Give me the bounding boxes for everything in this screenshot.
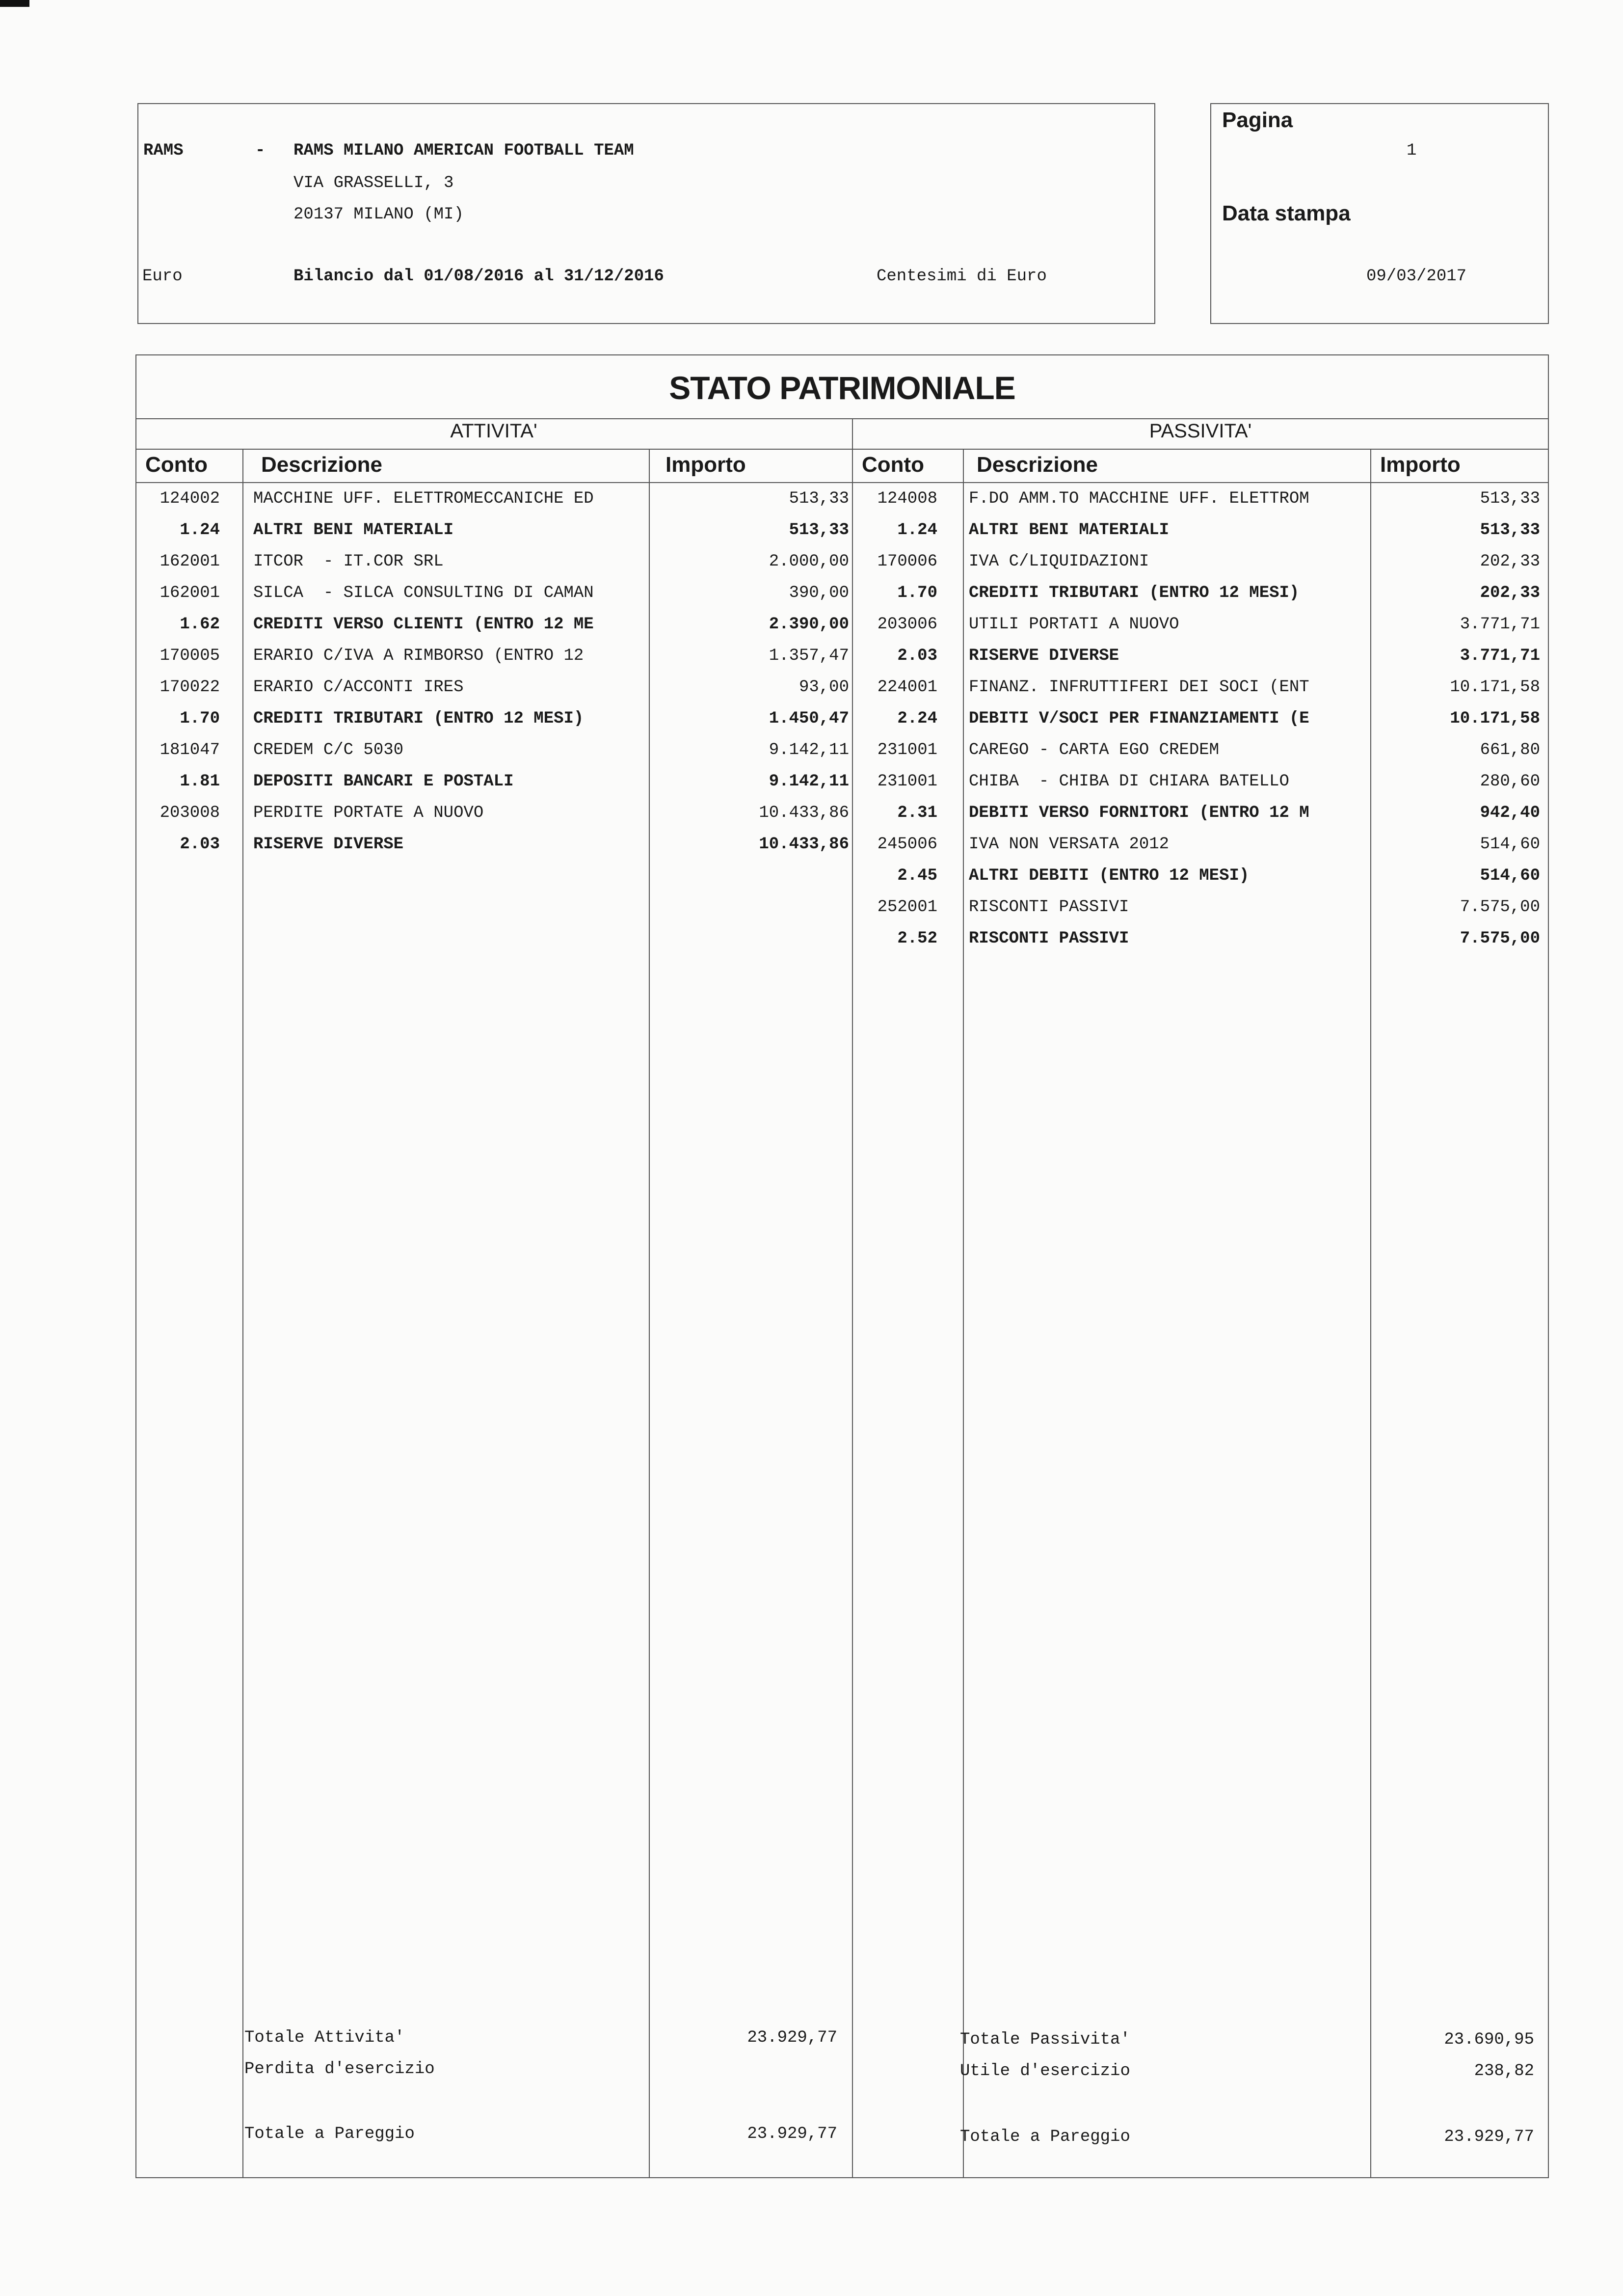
assets-balance-label: Totale a Pareggio xyxy=(244,2125,415,2143)
assets-col-amount: Importo xyxy=(665,453,746,477)
liabilities-section-header: PASSIVITA' xyxy=(1149,420,1252,442)
account-cell: 2.52 xyxy=(897,929,937,948)
amount-cell: 2.000,00 xyxy=(769,552,849,571)
table-row xyxy=(135,546,852,577)
amount-cell: 9.142,11 xyxy=(769,741,849,759)
account-cell: 1.62 xyxy=(180,615,220,634)
loss-label: Perdita d'esercizio xyxy=(244,2060,435,2079)
account-cell: 2.31 xyxy=(897,804,937,822)
account-cell: 1.81 xyxy=(180,772,220,791)
description-cell: ERARIO C/IVA A RIMBORSO (ENTRO 12 xyxy=(253,647,584,665)
table-row xyxy=(135,514,852,546)
description-cell: IVA C/LIQUIDAZIONI xyxy=(969,552,1149,571)
account-cell: 252001 xyxy=(877,898,937,917)
description-cell: CREDITI TRIBUTARI (ENTRO 12 MESI) xyxy=(253,709,584,728)
table-row xyxy=(852,483,1549,514)
print-date-label: Data stampa xyxy=(1222,201,1351,225)
table-row xyxy=(852,923,1549,954)
table-row xyxy=(135,640,852,672)
table-row xyxy=(135,577,852,609)
amount-cell: 10.433,86 xyxy=(759,804,849,822)
account-cell: 1.70 xyxy=(897,584,937,602)
table-row xyxy=(135,766,852,797)
description-cell: CREDITI VERSO CLIENTI (ENTRO 12 ME xyxy=(253,615,594,634)
section-divider xyxy=(135,449,1549,450)
description-cell: FINANZ. INFRUTTIFERI DEI SOCI (ENT xyxy=(969,678,1309,697)
table-row xyxy=(852,891,1549,923)
report-title: STATO PATRIMONIALE xyxy=(669,370,1015,406)
account-cell: 1.24 xyxy=(897,521,937,540)
description-cell: DEBITI VERSO FORNITORI (ENTRO 12 M xyxy=(969,804,1309,822)
description-cell: RISCONTI PASSIVI xyxy=(969,929,1129,948)
account-cell: 1.70 xyxy=(180,709,220,728)
table-row xyxy=(852,860,1549,891)
description-cell: CHIBA - CHIBA DI CHIARA BATELLO xyxy=(969,772,1289,791)
description-cell: ALTRI BENI MATERIALI xyxy=(969,521,1170,540)
assets-col-description: Descrizione xyxy=(261,453,382,477)
description-cell: CAREGO - CARTA EGO CREDEM xyxy=(969,741,1220,759)
account-cell: 231001 xyxy=(877,772,937,791)
account-cell: 2.03 xyxy=(897,647,937,665)
table-row xyxy=(852,609,1549,640)
company-code: RAMS xyxy=(143,141,184,160)
period-label: Bilancio dal 01/08/2016 al 31/12/2016 xyxy=(293,267,664,286)
profit-label: Utile d'esercizio xyxy=(960,2062,1130,2080)
units-label: Centesimi di Euro xyxy=(877,267,1047,286)
table-row xyxy=(135,672,852,703)
amount-cell: 280,60 xyxy=(1480,772,1540,791)
title-divider xyxy=(135,418,1549,419)
table-row xyxy=(135,483,852,514)
description-cell: RISERVE DIVERSE xyxy=(253,835,404,854)
liabilities-total: 23.690,95 xyxy=(1444,2030,1534,2049)
liab-col-amount: Importo xyxy=(1380,453,1461,477)
account-cell: 245006 xyxy=(877,835,937,854)
table-row xyxy=(135,703,852,734)
account-cell: 1.24 xyxy=(180,521,220,540)
description-cell: ERARIO C/ACCONTI IRES xyxy=(253,678,464,697)
table-row xyxy=(852,766,1549,797)
table-row xyxy=(135,609,852,640)
print-date: 09/03/2017 xyxy=(1366,267,1467,286)
account-cell: 124002 xyxy=(160,489,220,508)
assets-total-label: Totale Attivita' xyxy=(244,2028,405,2047)
company-address-line1: VIA GRASSELLI, 3 xyxy=(293,174,454,192)
company-address-line2: 20137 MILANO (MI) xyxy=(293,205,464,224)
amount-cell: 661,80 xyxy=(1480,741,1540,759)
assets-col-account: Conto xyxy=(145,453,208,477)
description-cell: PERDITE PORTATE A NUOVO xyxy=(253,804,484,822)
account-cell: 224001 xyxy=(877,678,937,697)
amount-cell: 9.142,11 xyxy=(769,772,849,791)
amount-cell: 2.390,00 xyxy=(769,615,849,634)
table-row xyxy=(852,546,1549,577)
amount-cell: 10.171,58 xyxy=(1450,709,1540,728)
account-cell: 170006 xyxy=(877,552,937,571)
scan-edge-mark xyxy=(0,0,29,7)
amount-cell: 1.357,47 xyxy=(769,647,849,665)
currency-label: Euro xyxy=(142,267,183,286)
amount-cell: 1.450,47 xyxy=(769,709,849,728)
description-cell: RISCONTI PASSIVI xyxy=(969,898,1129,917)
amount-cell: 390,00 xyxy=(789,584,849,602)
liabilities-balance-label: Totale a Pareggio xyxy=(960,2128,1130,2146)
table-row xyxy=(852,797,1549,829)
account-cell: 124008 xyxy=(877,489,937,508)
account-cell: 170022 xyxy=(160,678,220,697)
amount-cell: 942,40 xyxy=(1480,804,1540,822)
description-cell: MACCHINE UFF. ELETTROMECCANICHE ED xyxy=(253,489,594,508)
description-cell: CREDITI TRIBUTARI (ENTRO 12 MESI) xyxy=(969,584,1300,602)
liabilities-total-label: Totale Passivita' xyxy=(960,2030,1130,2049)
profit: 238,82 xyxy=(1474,2062,1534,2080)
description-cell: ALTRI BENI MATERIALI xyxy=(253,521,454,540)
account-cell: 170005 xyxy=(160,647,220,665)
page-label: Pagina xyxy=(1222,108,1293,132)
company-dash: - xyxy=(255,141,266,160)
table-row xyxy=(852,703,1549,734)
account-cell: 231001 xyxy=(877,741,937,759)
table-row xyxy=(852,577,1549,609)
description-cell: UTILI PORTATI A NUOVO xyxy=(969,615,1179,634)
account-cell: 162001 xyxy=(160,584,220,602)
account-cell: 203008 xyxy=(160,804,220,822)
description-cell: DEPOSITI BANCARI E POSTALI xyxy=(253,772,514,791)
amount-cell: 10.171,58 xyxy=(1450,678,1540,697)
page-number: 1 xyxy=(1407,141,1417,160)
assets-total: 23.929,77 xyxy=(747,2028,837,2047)
amount-cell: 93,00 xyxy=(798,678,849,697)
amount-cell: 3.771,71 xyxy=(1460,615,1540,634)
table-row xyxy=(852,514,1549,546)
assets-section-header: ATTIVITA' xyxy=(450,420,537,442)
amount-cell: 513,33 xyxy=(789,521,849,540)
company-name: RAMS MILANO AMERICAN FOOTBALL TEAM xyxy=(293,141,634,160)
amount-cell: 514,60 xyxy=(1480,835,1540,854)
amount-cell: 513,33 xyxy=(789,489,849,508)
table-row xyxy=(135,829,852,860)
amount-cell: 513,33 xyxy=(1480,489,1540,508)
liabilities-balance: 23.929,77 xyxy=(1444,2128,1534,2146)
amount-cell: 3.771,71 xyxy=(1460,647,1540,665)
assets-balance: 23.929,77 xyxy=(747,2125,837,2143)
account-cell: 181047 xyxy=(160,741,220,759)
account-cell: 2.45 xyxy=(897,866,937,885)
amount-cell: 10.433,86 xyxy=(759,835,849,854)
liab-col-account: Conto xyxy=(862,453,925,477)
description-cell: ITCOR - IT.COR SRL xyxy=(253,552,444,571)
account-cell: 162001 xyxy=(160,552,220,571)
table-row xyxy=(135,734,852,766)
account-cell: 203006 xyxy=(877,615,937,634)
amount-cell: 7.575,00 xyxy=(1460,929,1540,948)
amount-cell: 7.575,00 xyxy=(1460,898,1540,917)
liab-col-description: Descrizione xyxy=(977,453,1098,477)
table-row xyxy=(852,734,1549,766)
amount-cell: 514,60 xyxy=(1480,866,1540,885)
amount-cell: 202,33 xyxy=(1480,552,1540,571)
table-row xyxy=(852,672,1549,703)
description-cell: ALTRI DEBITI (ENTRO 12 MESI) xyxy=(969,866,1250,885)
amount-cell: 202,33 xyxy=(1480,584,1540,602)
table-row xyxy=(135,797,852,829)
amount-cell: 513,33 xyxy=(1480,521,1540,540)
table-row xyxy=(852,829,1549,860)
description-cell: F.DO AMM.TO MACCHINE UFF. ELETTROM xyxy=(969,489,1309,508)
description-cell: DEBITI V/SOCI PER FINANZIAMENTI (E xyxy=(969,709,1309,728)
account-cell: 2.03 xyxy=(180,835,220,854)
description-cell: CREDEM C/C 5030 xyxy=(253,741,404,759)
account-cell: 2.24 xyxy=(897,709,937,728)
description-cell: IVA NON VERSATA 2012 xyxy=(969,835,1170,854)
company-header-box xyxy=(137,103,1155,324)
table-row xyxy=(852,640,1549,672)
description-cell: SILCA - SILCA CONSULTING DI CAMAN xyxy=(253,584,594,602)
description-cell: RISERVE DIVERSE xyxy=(969,647,1119,665)
